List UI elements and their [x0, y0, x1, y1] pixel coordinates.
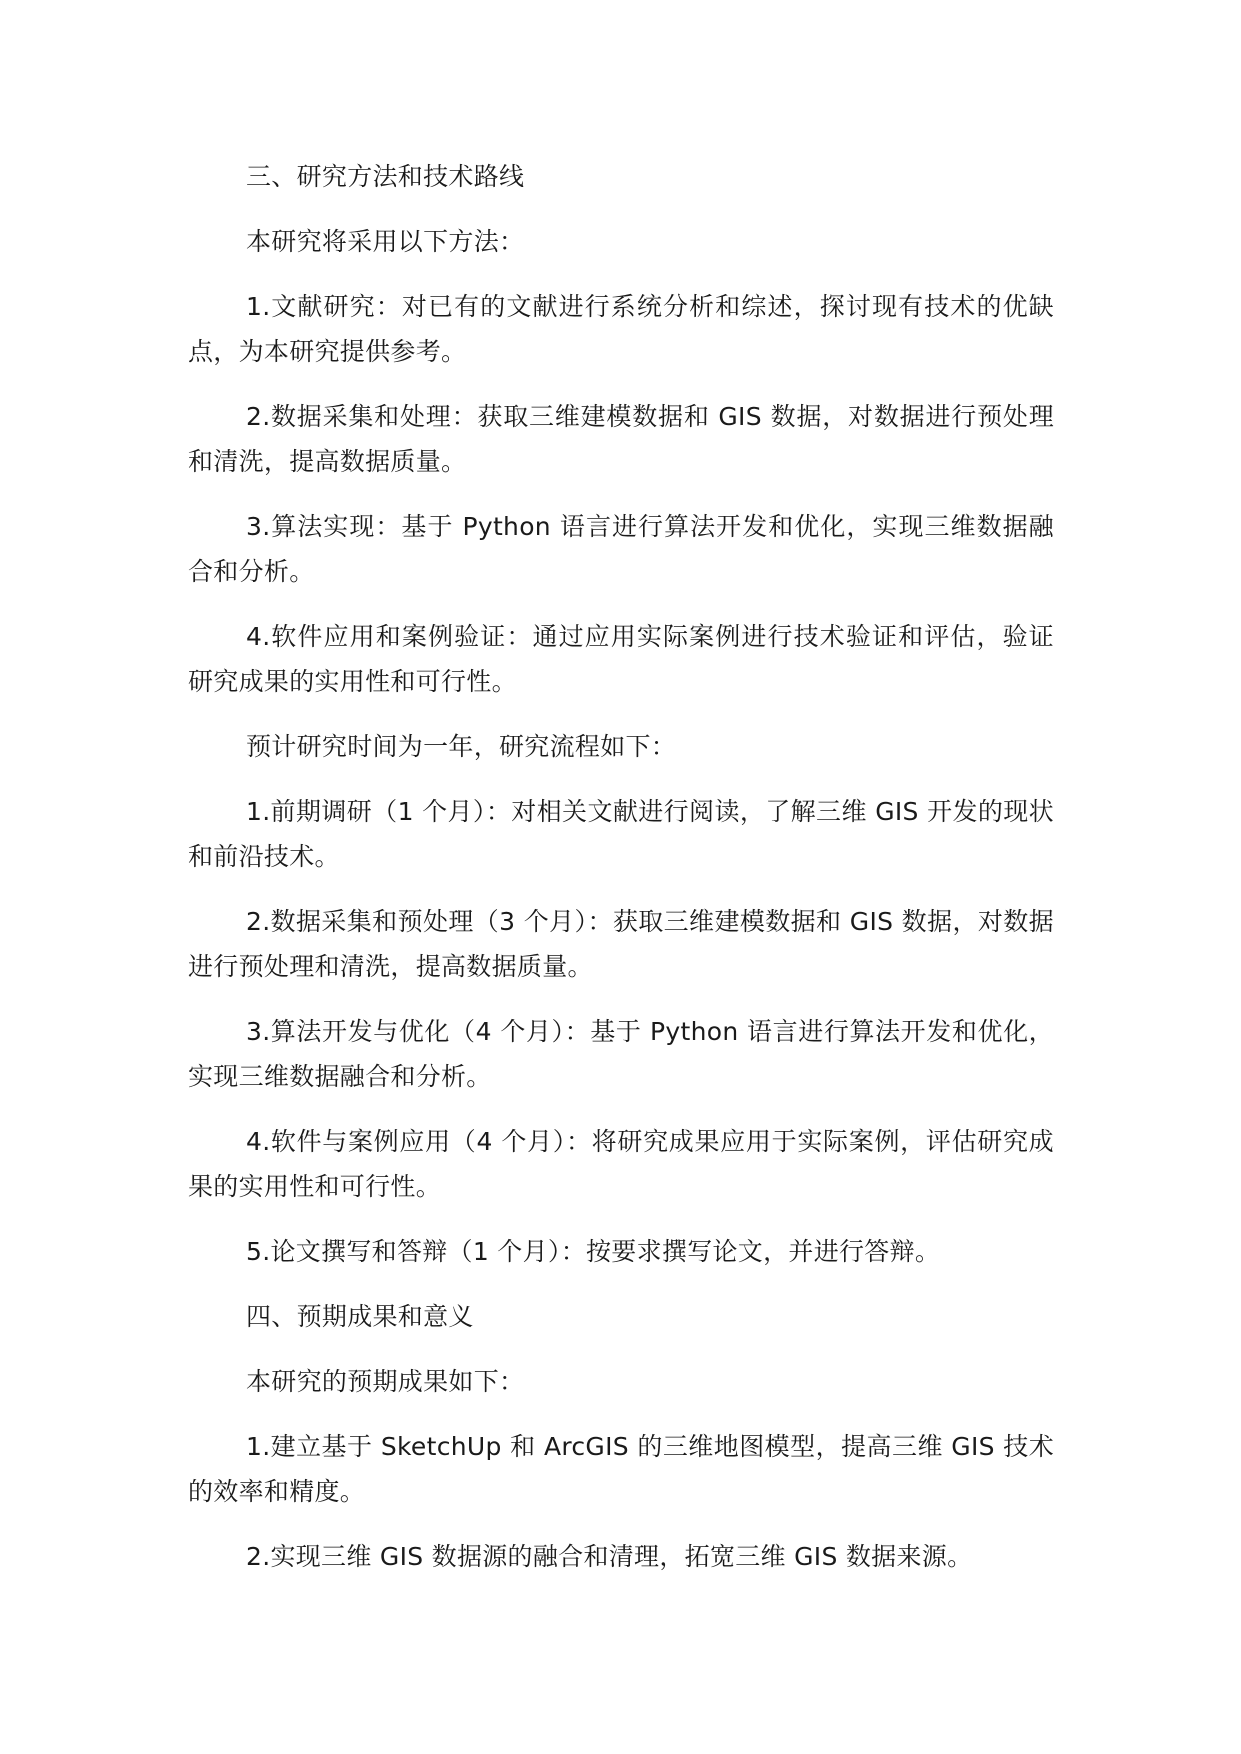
- paragraph-method-4: 4.软件应用和案例验证：通过应用实际案例进行技术验证和评估，验证研究成果的实用性和可行性。: [188, 622, 1054, 696]
- paragraph-method-2: 2.数据采集和处理：获取三维建模数据和 GIS 数据，对数据进行预处理和清洗，提高数据质量。: [188, 402, 1054, 476]
- paragraph-method-3: 3.算法实现：基于 Python 语言进行算法开发和优化，实现三维数据融合和分析。: [188, 512, 1054, 586]
- paragraph-outcomes-intro: 本研究的预期成果如下：: [246, 1367, 525, 1396]
- paragraph-schedule-2: 2.数据采集和预处理（3 个月）：获取三维建模数据和 GIS 数据，对数据进行预处理和清洗，提高数据质量。: [188, 907, 1054, 981]
- paragraph-schedule-3: 3.算法开发与优化（4 个月）：基于 Python 语言进行算法开发和优化，实现三维数据融合和分析。: [188, 1017, 1054, 1091]
- paragraph-schedule-intro: 预计研究时间为一年，研究流程如下：: [246, 732, 677, 761]
- paragraph-outcome-2: 2.实现三维 GIS 数据源的融合和清理，拓宽三维 GIS 数据来源。: [246, 1542, 973, 1571]
- paragraph-schedule-4: 4.软件与案例应用（4 个月）：将研究成果应用于实际案例，评估研究成果的实用性和可行性。: [188, 1127, 1054, 1201]
- paragraph-methods-intro: 本研究将采用以下方法：: [246, 227, 525, 256]
- paragraph-method-1: 1.文献研究：对已有的文献进行系统分析和综述，探讨现有技术的优缺点，为本研究提供参考。: [188, 292, 1054, 366]
- document-body: [188, 154, 1054, 1599]
- paragraph-schedule-1: 1.前期调研（1 个月）：对相关文献进行阅读，了解三维 GIS 开发的现状和前沿技术。: [188, 797, 1054, 871]
- section-heading-outcomes: 四、预期成果和意义: [246, 1302, 474, 1331]
- section-heading-methods: 三、研究方法和技术路线: [246, 162, 525, 191]
- paragraph-outcome-1: 1.建立基于 SketchUp 和 ArcGIS 的三维地图模型，提高三维 GIS 技术的效率和精度。: [188, 1432, 1054, 1506]
- paragraph-schedule-5: 5.论文撰写和答辩（1 个月）：按要求撰写论文，并进行答辩。: [246, 1237, 941, 1266]
